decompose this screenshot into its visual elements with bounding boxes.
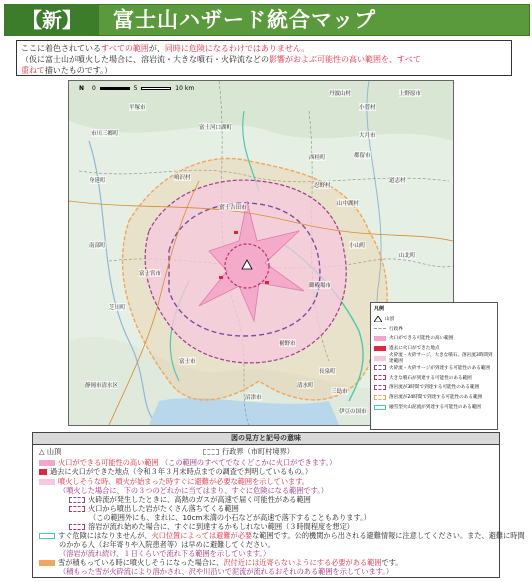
legend-item (374, 392, 494, 402)
lava-24h-swatch (39, 560, 55, 566)
legend-label: 火砕流・火砕サージ、大きな噴石、溶岩流3時間到達範囲 (389, 353, 493, 365)
key-line (39, 477, 309, 486)
past-vent-swatch (39, 469, 47, 475)
ballistic-swatch (374, 375, 386, 380)
place-label: 大月市 (359, 133, 376, 139)
key-line (39, 447, 61, 456)
key-text: （噴火した場合に、下の３つのどれかに当てはまり、すぐに危険になる範囲です。） (59, 486, 328, 495)
key-line (69, 504, 239, 513)
key-line (203, 447, 294, 456)
legend-label: 過去に火口ができた地点 (389, 346, 440, 352)
place-label: 三島市 (331, 389, 348, 395)
place-label: 市川三郷町 (91, 131, 119, 137)
place-label: 上野原市 (399, 91, 422, 97)
legend-item (374, 383, 494, 393)
place-label: 西桂町 (309, 155, 326, 161)
legend-label: 大きな噴石が到達する可能性のある範囲 (389, 375, 472, 381)
north-arrow: N (79, 85, 85, 92)
map-scale (79, 85, 194, 92)
legend-item (374, 373, 494, 383)
place-label: 忍野村 (314, 183, 331, 189)
key-line (39, 458, 336, 467)
place-label: 都留市 (354, 153, 371, 159)
vent-area-swatch (374, 336, 386, 341)
legend-item (374, 402, 494, 412)
new-tag: 【新】 (5, 5, 99, 35)
place-label: 沼津市 (245, 395, 262, 401)
place-label: 富士河口湖町 (199, 125, 233, 131)
vent-area-swatch (39, 460, 55, 466)
key-text: な範囲です。公的機関から出される避難情報に注意してください。また、避難に時間 (252, 531, 525, 540)
place-label: 鳴沢村 (174, 175, 191, 181)
place-label: 丹波山村 (329, 91, 352, 97)
scale-label: 5 (133, 85, 138, 92)
page-title: 富士山ハザード統合マップ (113, 8, 377, 32)
notice-text: （仮に富士山が噴火した場合に、溶岩流・大きな噴石・火砕流などの (21, 55, 269, 64)
place-label: 道志村 (389, 178, 406, 184)
key-line (69, 522, 354, 531)
key-text: 行政界（市町村境界） (222, 447, 294, 456)
lahar-outline-swatch (39, 533, 55, 539)
legend-label: 火口ができる可能性の高い範囲 (389, 336, 454, 342)
notice-text: が、 (148, 44, 165, 53)
map-legend (370, 302, 498, 430)
notice-highlight: 重ねて (21, 66, 45, 75)
place-label: 富士市 (179, 359, 196, 365)
key-text: 火口から噴出した岩がたくさん落ちてくる範囲 (88, 504, 239, 513)
three-hour-swatch (39, 479, 55, 485)
scale-label: 0 (91, 85, 96, 92)
key-text: 火口位置によっては避難が必要 (151, 531, 253, 540)
key-text: 噴火しそうな時、噴火が始まった時すぐに避難が必要な範囲を示しています。 (58, 477, 309, 486)
key-text: すぐ危険にはなりませんが、 (58, 531, 152, 540)
key-line (69, 495, 311, 504)
key-text: 溶岩が流れ始めた場合に、すぐに到達するかもしれない範囲（３時間程度を想定） (88, 522, 354, 531)
lava-3h-swatch (69, 524, 85, 530)
summit-icon (374, 316, 382, 322)
legend-label: 融雪型火山泥流が到達する可能性のある範囲 (389, 405, 481, 411)
notice-highlight: すべての範囲 (101, 44, 149, 53)
key-text: 沢付近には近寄らないようにする必要がある範囲 (223, 558, 382, 567)
key-text: 火砕流が発生したときに、高熱のガスが高速で届く可能性がある範囲 (88, 495, 311, 504)
legend-item (374, 353, 494, 363)
lava-3h-swatch (374, 385, 386, 390)
title-banner (4, 4, 530, 36)
place-label: 芝川町 (109, 305, 126, 311)
legend-item (374, 324, 494, 334)
key-text: （溶岩が流れ続け、１日くらいで流れ下る範囲を示しています。） (59, 549, 271, 558)
lahar-swatch (374, 405, 386, 410)
place-label: 富士宮市 (139, 271, 162, 277)
key-text: 山頂 (46, 447, 62, 456)
legend-item (374, 334, 494, 344)
key-text: 火口ができる可能性の高い範囲 (58, 458, 159, 467)
key-text: のかかる人（お年寄りや入院患者等）は早めに避難してください。 (59, 540, 275, 549)
place-label: 山北町 (399, 253, 416, 259)
three-hour-swatch (374, 356, 386, 361)
place-label: 身延町 (89, 178, 106, 184)
place-label: 平塚市 (129, 105, 146, 111)
legend-label: 溶岩流が3時間で到達する可能性のある範囲 (389, 385, 480, 391)
place-label: 伊豆の国市 (339, 409, 367, 415)
place-label: 南部町 (89, 243, 106, 249)
place-label: 静岡市清水区 (85, 383, 119, 389)
place-label: 清水町 (297, 383, 314, 389)
place-label: 長泉町 (319, 369, 336, 375)
key-text: です。 (381, 558, 403, 567)
key-line (39, 558, 402, 567)
place-label: 裾野市 (279, 341, 296, 347)
scale-bar (100, 87, 130, 90)
legend-label: 山頂 (385, 316, 395, 322)
legend-label: 溶岩流が24時間で到達する可能性のある範囲 (389, 395, 483, 401)
place-label: 富士吉田市 (219, 205, 247, 211)
scale-bar (141, 87, 171, 90)
place-label: 小菅村 (359, 105, 376, 111)
boundary-swatch (203, 449, 219, 455)
pyroclastic-swatch (374, 365, 386, 370)
notice-highlight: 同時に危険になるわけではありません。 (164, 44, 310, 53)
notice-box (16, 40, 512, 76)
legend-label: 行政界 (389, 326, 403, 332)
notice-text: ここに着色されている (21, 44, 101, 53)
map-key-box (32, 432, 525, 578)
key-heading: 図の見方と記号の意味 (33, 433, 499, 445)
scale-unit: km (184, 85, 195, 92)
summit-icon: △ (39, 447, 45, 456)
key-text: （この範囲のすべてでなくどこかに火口ができます。） (160, 458, 337, 467)
key-line (39, 467, 312, 476)
key-text: 過去に火口ができた地点（令和３年３月末時点までの調査で判明しているもの。） (50, 467, 313, 476)
notice-highlight: 影響がおよぶ可能性の高い範囲を、すべて (269, 55, 421, 64)
notice-text: 描いたものです。） (44, 66, 113, 75)
key-line (39, 531, 525, 540)
past-vent-swatch (374, 346, 386, 351)
place-label: 小山町 (349, 243, 366, 249)
ballistic-swatch (69, 506, 85, 512)
key-text: 雪が積もっている時に噴火しそうになった場合に、 (58, 558, 224, 567)
legend-item (374, 363, 494, 373)
lava-24h-swatch (374, 395, 386, 400)
key-text: （積もった雪が火砕流により溶かされ、沢や川沿いで泥流が流れるおそれのある範囲を示しています。） (59, 567, 394, 576)
legend-item (374, 314, 494, 324)
legend-title: 凡例 (374, 306, 385, 312)
place-label: 御殿場市 (309, 283, 332, 289)
boundary-swatch (374, 328, 386, 329)
key-text: （この範囲外にも、まれに、10cm未満の小石などが高速で落下することもあります。） (89, 513, 371, 522)
scale-label: 10 (175, 85, 183, 92)
pyroclastic-swatch (69, 497, 85, 503)
place-label: 山中湖村 (337, 201, 360, 207)
legend-label: 火砕流・火砕サージが到達する可能性のある範囲 (389, 365, 490, 371)
